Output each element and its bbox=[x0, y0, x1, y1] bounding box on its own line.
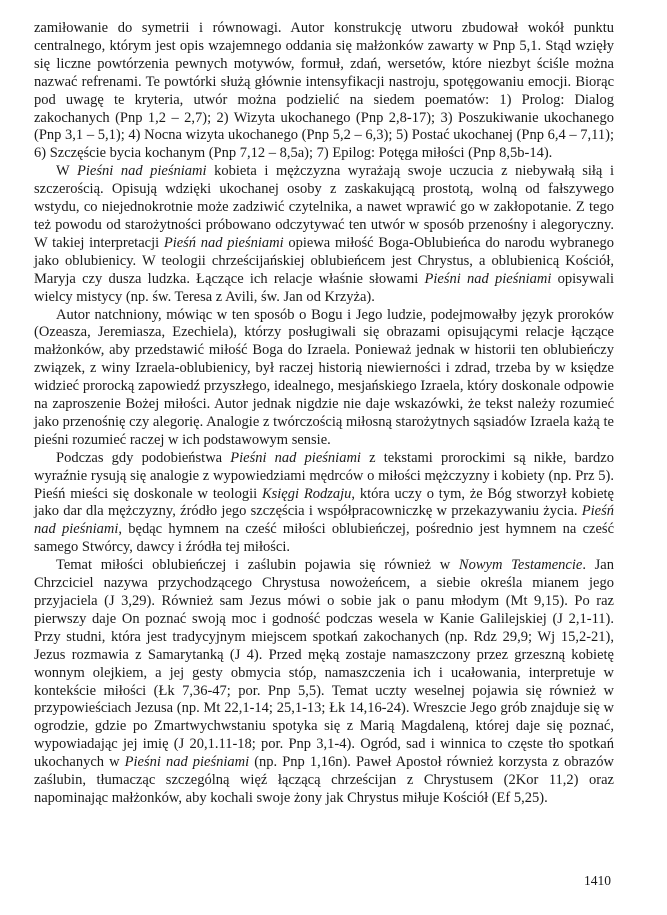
body-paragraph: zamiłowanie do symetrii i równowagi. Autor konstrukcję utworu zbudował wokół punktu centralnego, którym jest opis wzajemnego oddania się małżonków zawarty w Pnp 5,1. Stąd wzięły się liczne powtórzenia pewnych motywów, formuł, zdań, wersetów, które niezbyt ściśle można nazwać refrenami. Te powtórki służą głównie intensyfikacji nastroju, spotęgowaniu emocji. Biorąc pod uwagę te kryteria, utwór można podzielić na siedem poematów: 1) Prolog: Dialog zakochanych (Pnp 1,2 – 2,7); 2) Wizyta ukochanego (Pnp 2,8-17); 3) Poszukiwanie ukochanego (Pnp 3,1 – 5,1); 4) Nocna wizyta ukochanego (Pnp 5,2 – 6,3); 5) Postać ukochanej (Pnp 6,4 – 7,11); 6) Szczęście bycia kochanym (Pnp 7,12 – 8,5a); 7) Epilog: Potęga miłości (Pnp 8,5b-14). bbox=[34, 20, 614, 162]
body-paragraph: Podczas gdy podobieństwa Pieśni nad pieśniami z tekstami prorockimi są nikłe, bardzo wyraźnie rysują się analogie z wypowiedziami mędrców o miłości mężczyzny i kobiety (np. Prz 5). Pieśń mieści się doskonale w teologii Księgi Rodzaju, która uczy o tym, że Bóg stworzył kobietę jako dar dla mężczyzny, źródło jego szczęścia i współpracowniczkę w przekazywaniu życia. Pieśń nad pieśniami, będąc hymnem na cześć miłości oblubieńczej, pośrednio jest hymnem na cześć samego Stwórcy, dawcy i źródła tej miłości. bbox=[34, 449, 615, 556]
body-paragraph: Temat miłości oblubieńczej i zaślubin pojawia się również w Nowym Testamencie. Jan Chrzciciel nazywa przychodzącego Chrystusa nowożeńcem, a siebie określa mianem jego przyjaciela (J 3,29). Również sam Jezus mówi o sobie jak o panu młodym (Mt 9,15). Po raz pierwszy daje On poznać swoją moc i godność podczas wesela w Kanie Galilejskiej (J 2,1-11). Przy studni, która jest tradycyjnym miejscem spotkań zakochanych (np. Rdz 29,9; Wj 15,2-21), Jezus rozmawia z Samarytanką (J 4). Przed męką zostaje namaszczony przez grzeszną kobietę wonnym olejkiem, a jej gesty obmycia stóp, namaszczenia ich i ucałowania, interpretuje w kontekście miłości (Łk 7,36-47; por. Pnp 5,5). Temat uczty weselnej pojawia się również w przypowieściach Jezusa (np. Mt 22,1-14; 25,1-13; Łk 14,16-24). Wreszcie Jego grób znajduje się w ogrodzie, gdzie po Zmartwychwstaniu spotyka się z Marią Magdaleną, której daje się poznać, wypowiadając jej imię (J 20,1.11-18; por. Pnp 3,1-4). Ogród, sad i winnica to częste tło spotkań ukochanych w Pieśni nad pieśniami (np. Pnp 1,16n). Paweł Apostoł również korzysta z obrazów zaślubin, tłumacząc szczególną więź łączącą chrześcijan z Chrystusem (2Kor 11,2) oraz napominając małżonków, aby kochali swoje żony jak Chrystus miłuje Kościół (Ef 5,25). bbox=[34, 557, 614, 806]
page-number: 1410 bbox=[584, 873, 611, 888]
body-paragraph: W Pieśni nad pieśniami kobieta i mężczyzna wyrażają swoje uczucia z niebywałą siłą i szczerością. Opisują wdzięki ukochanej osoby z zaskakującą prostotą, wolną od fałszywego wstydu, co niejednokrotnie może zadziwić czytelnika, a nawet wprawić go w zakłopotanie. Z tego też powodu od starożytności próbowano odczytywać ten utwór w sposób przenośny i alegoryczny. W takiej interpretacji Pieśń nad pieśniami opiewa miłość Boga-Oblubieńca do narodu wybranego jako oblubienicy. W teologii chrześcijańskiej oblubieńcem jest Chrystus, a oblubienicą Kościół, Maryja czy dusza ludzka. Łączące ich relacje właśnie słowami Pieśni nad pieśniami opisywali wielcy mistycy (np. św. Teresa z Avili, św. Jan od Krzyża). bbox=[34, 163, 614, 305]
body-paragraph: Autor natchniony, mówiąc w ten sposób o Bogu i Jego ludzie, podejmowałby język proroków (Ozeasza, Jeremiasza, Ezechiela), którzy posługiwali się obrazami opisującymi relacje łączące małżonków, aby przedstawić miłość Boga do Izraela. Ponieważ jednak w historii ten oblubieńczy związek, z winy Izraela-oblubienicy, był raczej historią niewierności i zdrad, trzeba by w księdze widzieć prorocką zapowiedź przyszłego, idealnego, mesjańskiego Izraela, który doskonale odpowie na zaproszenie Bożej miłości. Autor jednak nigdzie nie daje wskazówki, że tekst należy rozumieć jako przenośnię czy alegorię. Analogie z twórczością miłosną starożytnych sąsiadów Izraela każą te pieśni rozumieć raczej w ich podstawowym sensie. bbox=[34, 306, 614, 448]
